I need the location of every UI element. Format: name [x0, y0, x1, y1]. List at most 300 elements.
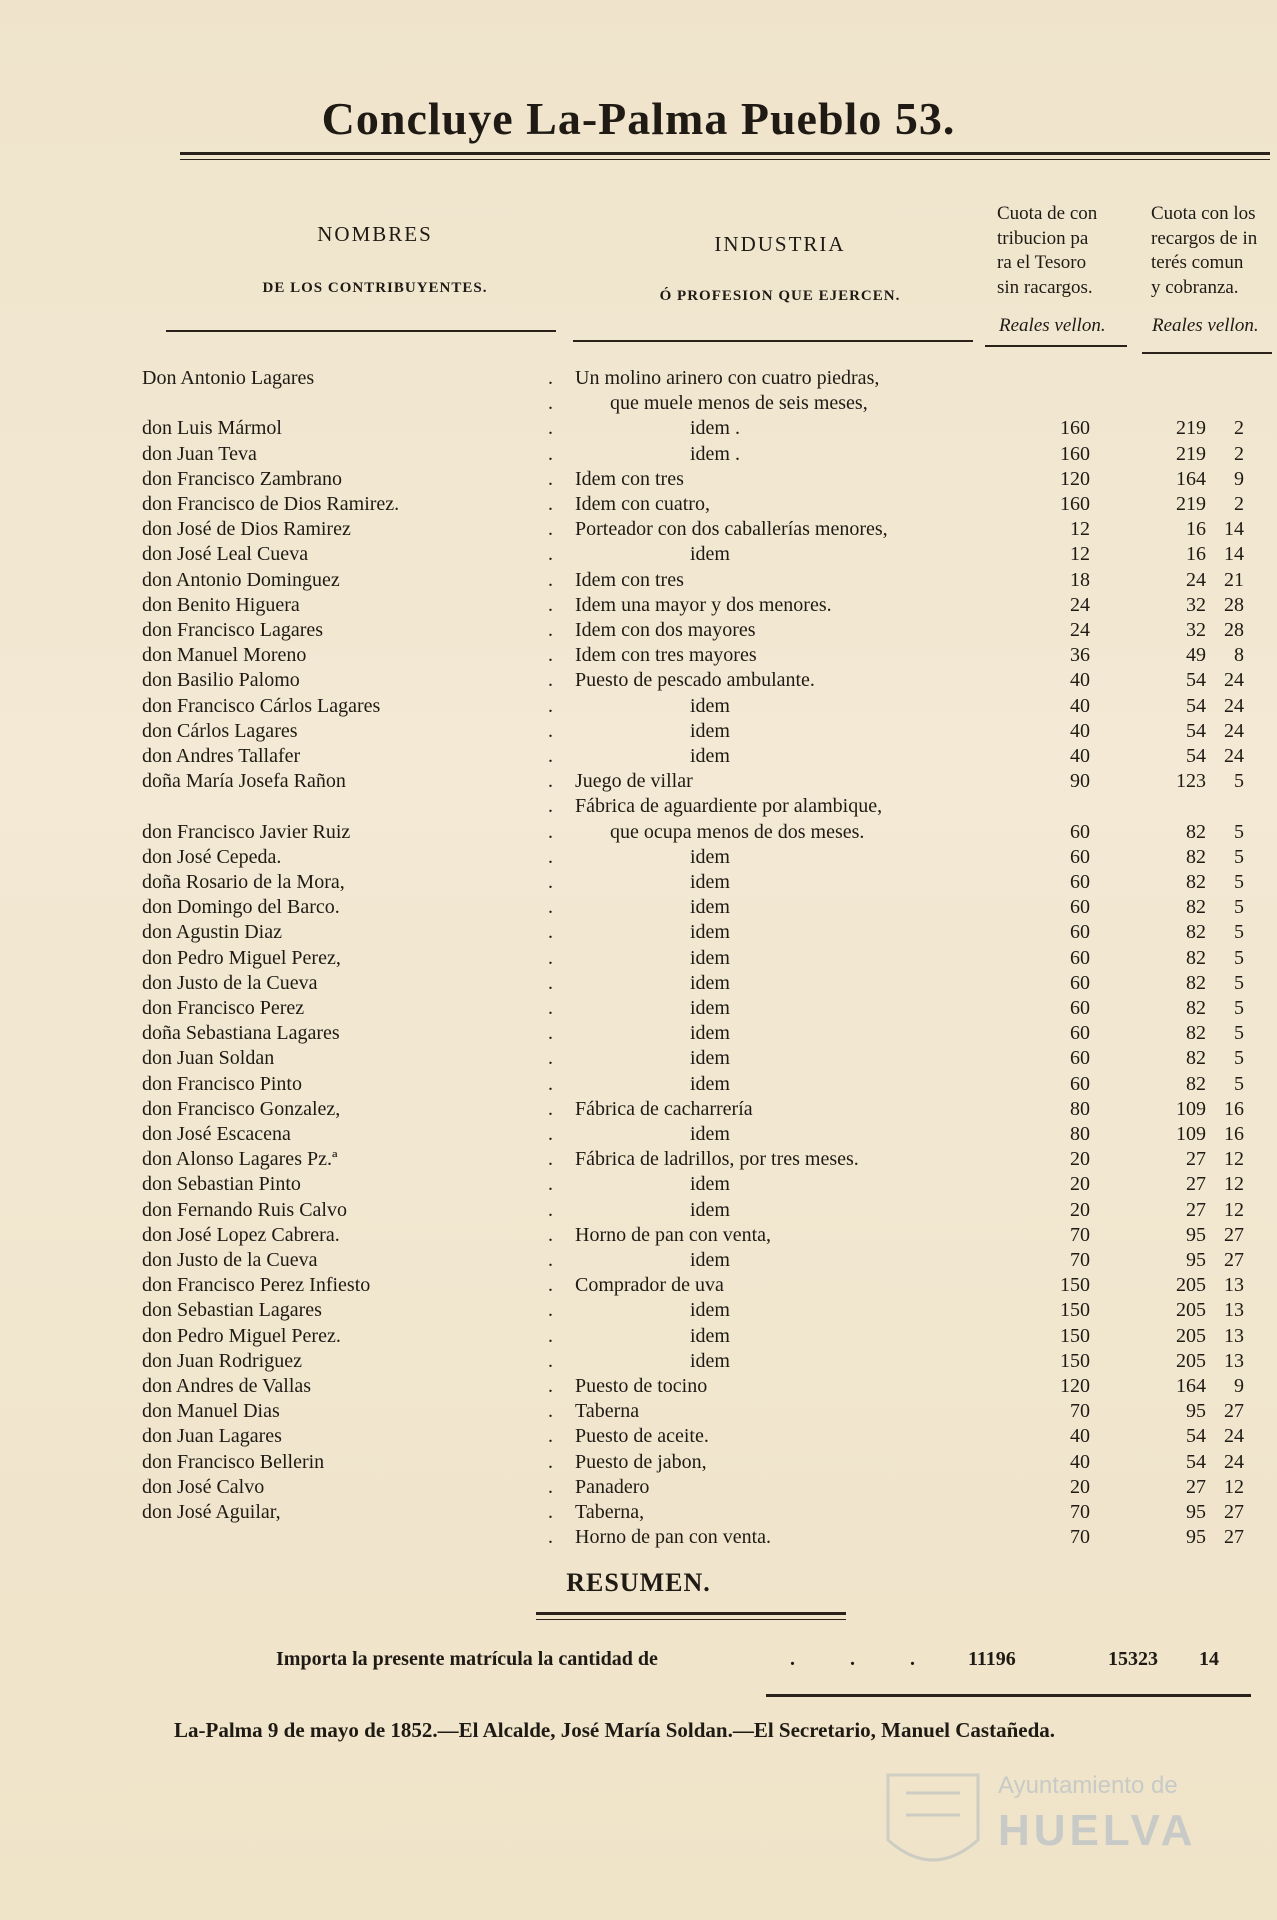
cuota-sin-recargos: 20	[1070, 1198, 1090, 1221]
cuota-con-recargos-reales: 219	[1176, 493, 1206, 515]
contributor-name: don Juan Soldan	[142, 1047, 275, 1070]
cuota-sin-recargos: 70	[1070, 1526, 1090, 1549]
contributor-name: don Francisco Bellerin	[142, 1450, 325, 1473]
table-row	[0, 770, 1277, 795]
cuota-con-recargos-reales: 54	[1186, 719, 1206, 742]
leader-dots: .	[548, 644, 553, 667]
industry-description: idem .	[690, 417, 740, 440]
cuota-con-recargos-reales: 82	[1186, 1047, 1206, 1070]
cuota-sin-recargos: 20	[1070, 1148, 1090, 1171]
cuota-sin-recargos: 60	[1070, 896, 1090, 919]
cuota-sin-recargos: 160	[1060, 493, 1090, 515]
contributor-name: don Andres de Vallas	[142, 1375, 312, 1397]
table-row	[0, 1501, 1277, 1526]
industry-description: que muele menos de seis meses,	[610, 392, 868, 415]
cuota-con-recargos-centimos: 5	[1234, 896, 1244, 919]
table-row	[0, 594, 1277, 619]
header-unit-2: Reales vellon.	[1152, 315, 1259, 336]
contributor-name: don Andres Tallafer	[142, 745, 301, 767]
industry-description: Panadero	[575, 1475, 650, 1498]
industry-description: Puesto de pescado ambulante.	[575, 669, 815, 692]
cuota-con-recargos-reales: 27	[1186, 1173, 1206, 1196]
leader-dots: .	[548, 518, 553, 541]
contributor-name: doña Rosario de la Mora,	[142, 871, 345, 893]
contributor-name: don Antonio Dominguez	[142, 568, 340, 591]
industry-description: idem	[690, 971, 730, 994]
cuota-sin-recargos: 24	[1070, 593, 1090, 616]
table-row	[0, 720, 1277, 745]
cuota-sin-recargos: 40	[1070, 1425, 1090, 1448]
industry-description: idem	[690, 1022, 730, 1045]
header-rule	[573, 340, 973, 342]
cuota-con-recargos-centimos: 13	[1224, 1324, 1244, 1347]
leader-dots: .	[548, 467, 553, 490]
contributor-name: Don Antonio Lagares	[142, 367, 315, 389]
table-row	[0, 543, 1277, 568]
cuota-sin-recargos: 60	[1070, 997, 1090, 1019]
industry-description: idem	[690, 896, 730, 919]
resumen-dots: . . .	[790, 1648, 915, 1670]
contributor-name: don Francisco Perez Infiesto	[142, 1274, 371, 1297]
contributor-name: don Justo de la Cueva	[142, 1249, 318, 1271]
contributor-name: don Francisco de Dios Ramirez.	[142, 493, 400, 515]
cuota-sin-recargos: 60	[1070, 871, 1090, 893]
table-row	[0, 1123, 1277, 1148]
cuota-sin-recargos: 150	[1060, 1349, 1090, 1372]
table-row	[0, 493, 1277, 518]
cuota-sin-recargos: 20	[1070, 1173, 1090, 1196]
cuota-con-recargos-reales: 205	[1176, 1349, 1206, 1372]
table-row	[0, 392, 1277, 417]
contributor-name: don Fernando Ruis Calvo	[142, 1198, 347, 1221]
table-row	[0, 972, 1277, 997]
contributor-name: don Pedro Miguel Perez.	[142, 1324, 341, 1347]
table-row	[0, 468, 1277, 493]
cuota-sin-recargos: 60	[1070, 1047, 1090, 1070]
industry-description: idem	[690, 921, 730, 944]
cuota-con-recargos-centimos: 27	[1224, 1223, 1244, 1246]
contributor-name: don Manuel Dias	[142, 1400, 280, 1423]
contributor-name: don Francisco Javier Ruiz	[142, 820, 351, 843]
leader-dots: .	[548, 417, 553, 440]
table-row	[0, 1199, 1277, 1224]
industry-description: Fábrica de aguardiente por alambique,	[575, 795, 883, 818]
table-row	[0, 1375, 1277, 1400]
resumen-rule-thin	[536, 1619, 846, 1620]
cuota-con-recargos-reales: 32	[1186, 593, 1206, 616]
cuota-con-recargos-centimos: 27	[1224, 1400, 1244, 1423]
contributor-name: don José de Dios Ramirez	[142, 518, 351, 541]
cuota-con-recargos-centimos: 2	[1234, 442, 1244, 465]
cuota-con-recargos-reales: 205	[1176, 1324, 1206, 1347]
cuota-con-recargos-centimos: 24	[1224, 1450, 1244, 1473]
cuota-con-recargos-reales: 123	[1176, 770, 1206, 793]
industry-description: Idem con cuatro,	[575, 493, 710, 515]
cuota-con-recargos-centimos: 12	[1224, 1148, 1244, 1171]
resumen-text: Importa la presente matrícula la cantidad de	[276, 1648, 658, 1670]
industry-description: Taberna	[575, 1400, 640, 1423]
industry-description: idem	[690, 543, 730, 566]
cuota-con-recargos-reales: 82	[1186, 1072, 1206, 1095]
header-rule	[985, 345, 1127, 347]
leader-dots: .	[548, 392, 553, 415]
industry-description: Horno de pan con venta,	[575, 1223, 772, 1246]
leader-dots: .	[548, 997, 553, 1019]
header-line: terés comun	[1151, 252, 1244, 274]
table-row	[0, 997, 1277, 1022]
contributor-name: don José Leal Cueva	[142, 543, 309, 566]
cuota-sin-recargos: 60	[1070, 1072, 1090, 1095]
leader-dots: .	[548, 1148, 553, 1171]
industry-description: Porteador con dos caballerías menores,	[575, 518, 888, 541]
contributor-name: don Sebastian Lagares	[142, 1299, 322, 1322]
cuota-con-recargos-centimos: 9	[1234, 467, 1244, 490]
cuota-con-recargos-centimos: 12	[1224, 1475, 1244, 1498]
leader-dots: .	[548, 493, 553, 515]
contributor-name: don Francisco Perez	[142, 997, 305, 1019]
header-line: recargos de in	[1151, 227, 1258, 249]
contributor-name: don Francisco Lagares	[142, 619, 324, 641]
industry-description: idem	[690, 1123, 730, 1145]
table-row	[0, 1299, 1277, 1324]
cuota-con-recargos-reales: 82	[1186, 845, 1206, 868]
header-nombres-sub: DE LOS CONTRIBUYENTES.	[262, 280, 488, 296]
header-cuota-con-recargos	[1151, 202, 1277, 301]
contributor-name: don Pedro Miguel Perez,	[142, 946, 341, 969]
cuota-con-recargos-centimos: 27	[1224, 1526, 1244, 1549]
industry-description: que ocupa menos de dos meses.	[610, 820, 865, 843]
table-row	[0, 1173, 1277, 1198]
cuota-con-recargos-reales: 82	[1186, 946, 1206, 969]
cuota-sin-recargos: 60	[1070, 845, 1090, 868]
page-title: Concluye La-Palma Pueblo 53.	[321, 93, 956, 144]
industry-description: Puesto de jabon,	[575, 1450, 707, 1473]
header-nombres: NOMBRES	[317, 222, 433, 246]
header-rule	[166, 330, 556, 332]
cuota-con-recargos-reales: 95	[1186, 1400, 1206, 1423]
table-row	[0, 367, 1277, 392]
cuota-con-recargos-reales: 54	[1186, 694, 1206, 717]
cuota-con-recargos-reales: 95	[1186, 1223, 1206, 1246]
table-row	[0, 1526, 1277, 1551]
contributor-name: don Agustin Diaz	[142, 921, 282, 944]
cuota-con-recargos-centimos: 2	[1234, 493, 1244, 515]
industry-description: Idem con tres	[575, 467, 684, 490]
cuota-con-recargos-reales: 82	[1186, 896, 1206, 919]
header-line: ra el Tesoro	[997, 252, 1087, 274]
cuota-sin-recargos: 120	[1060, 1375, 1090, 1397]
cuota-sin-recargos: 40	[1070, 694, 1090, 717]
cuota-con-recargos-reales: 82	[1186, 871, 1206, 893]
industry-description: idem	[690, 871, 730, 893]
cuota-con-recargos-centimos: 28	[1224, 593, 1244, 616]
industry-description: Fábrica de cacharrería	[575, 1097, 753, 1120]
cuota-sin-recargos: 150	[1060, 1324, 1090, 1347]
table-row	[0, 871, 1277, 896]
leader-dots: .	[548, 442, 553, 465]
contributor-name: doña María Josefa Rañon	[142, 770, 346, 793]
watermark-line2: HUELVA	[998, 1806, 1197, 1855]
leader-dots: .	[548, 719, 553, 742]
cuota-con-recargos-reales: 82	[1186, 971, 1206, 994]
cuota-con-recargos-centimos: 24	[1224, 719, 1244, 742]
cuota-con-recargos-reales: 27	[1186, 1198, 1206, 1221]
cuota-con-recargos-centimos: 5	[1234, 971, 1244, 994]
leader-dots: .	[548, 1022, 553, 1045]
contributor-name: don Justo de la Cueva	[142, 971, 318, 994]
contributor-name: don Francisco Pinto	[142, 1072, 302, 1095]
cuota-con-recargos-reales: 16	[1186, 543, 1206, 566]
cuota-sin-recargos: 18	[1070, 568, 1090, 591]
cuota-con-recargos-reales: 95	[1186, 1249, 1206, 1271]
industry-description: idem	[690, 1173, 730, 1196]
cuota-con-recargos-centimos: 28	[1224, 619, 1244, 641]
contributor-name: don José Lopez Cabrera.	[142, 1223, 340, 1246]
industry-description: idem	[690, 845, 730, 868]
leader-dots: .	[548, 770, 553, 793]
leader-dots: .	[548, 1501, 553, 1523]
contributor-name: don Juan Teva	[142, 442, 257, 465]
contributor-name: don Juan Lagares	[142, 1425, 282, 1448]
cuota-sin-recargos: 40	[1070, 669, 1090, 692]
leader-dots: .	[548, 1299, 553, 1322]
leader-dots: .	[548, 1475, 553, 1498]
table-row	[0, 846, 1277, 871]
leader-dots: .	[548, 1425, 553, 1448]
leader-dots: .	[548, 593, 553, 616]
leader-dots: .	[548, 1324, 553, 1347]
leader-dots: .	[548, 896, 553, 919]
leader-dots: .	[548, 1198, 553, 1221]
leader-dots: .	[548, 1173, 553, 1196]
cuota-con-recargos-centimos: 14	[1224, 543, 1244, 566]
leader-dots: .	[548, 795, 553, 818]
leader-dots: .	[548, 694, 553, 717]
contributor-name: don José Escacena	[142, 1123, 291, 1145]
header-line: tribucion pa	[997, 227, 1089, 249]
cuota-sin-recargos: 24	[1070, 619, 1090, 641]
cuota-sin-recargos: 70	[1070, 1400, 1090, 1423]
cuota-con-recargos-reales: 16	[1186, 518, 1206, 541]
header-line: Cuota con los	[1151, 203, 1256, 224]
cuota-sin-recargos: 12	[1070, 518, 1090, 541]
cuota-sin-recargos: 80	[1070, 1097, 1090, 1120]
title-rule-thin	[180, 159, 1270, 160]
resumen-title: RESUMEN.	[566, 1568, 711, 1597]
cuota-con-recargos-centimos: 5	[1234, 845, 1244, 868]
leader-dots: .	[548, 669, 553, 692]
cuota-con-recargos-centimos: 24	[1224, 745, 1244, 767]
header-rule	[1142, 352, 1272, 354]
cuota-con-recargos-centimos: 27	[1224, 1501, 1244, 1523]
industry-description: idem	[690, 997, 730, 1019]
industry-description: idem	[690, 1198, 730, 1221]
contributor-name: don José Calvo	[142, 1475, 265, 1498]
resumen-total-reales: 15323	[1108, 1648, 1158, 1670]
cuota-con-recargos-centimos: 16	[1224, 1097, 1244, 1120]
resumen-total-centimos: 14	[1199, 1648, 1219, 1670]
cuota-sin-recargos: 20	[1070, 1475, 1090, 1498]
cuota-con-recargos-centimos: 5	[1234, 921, 1244, 944]
industry-description: idem	[690, 1299, 730, 1322]
cuota-sin-recargos: 150	[1060, 1299, 1090, 1322]
cuota-sin-recargos: 80	[1070, 1123, 1090, 1145]
cuota-con-recargos-centimos: 16	[1224, 1123, 1244, 1145]
cuota-con-recargos-centimos: 5	[1234, 1022, 1244, 1045]
industry-description: Juego de villar	[575, 770, 693, 793]
watermark-line1: Ayuntamiento de	[998, 1772, 1178, 1799]
cuota-con-recargos-reales: 205	[1176, 1274, 1206, 1297]
cuota-con-recargos-centimos: 13	[1224, 1299, 1244, 1322]
industry-description: idem	[690, 694, 730, 717]
industry-description: idem	[690, 719, 730, 742]
table-row	[0, 1325, 1277, 1350]
header-line: y cobranza.	[1151, 277, 1239, 299]
cuota-con-recargos-reales: 95	[1186, 1501, 1206, 1523]
leader-dots: .	[548, 845, 553, 868]
leader-dots: .	[548, 543, 553, 566]
industry-description: Idem con tres mayores	[575, 644, 757, 667]
cuota-con-recargos-reales: 82	[1186, 820, 1206, 843]
industry-description: Idem con tres	[575, 568, 684, 591]
cuota-con-recargos-centimos: 5	[1234, 997, 1244, 1019]
cuota-con-recargos-reales: 109	[1176, 1097, 1206, 1120]
cuota-con-recargos-centimos: 12	[1224, 1173, 1244, 1196]
cuota-sin-recargos: 160	[1060, 417, 1090, 440]
cuota-sin-recargos: 60	[1070, 946, 1090, 969]
leader-dots: .	[548, 1274, 553, 1297]
leader-dots: .	[548, 1349, 553, 1372]
cuota-sin-recargos: 40	[1070, 745, 1090, 767]
contributor-name: don Alonso Lagares Pz.ª	[142, 1148, 338, 1171]
cuota-con-recargos-centimos: 24	[1224, 694, 1244, 717]
cuota-con-recargos-centimos: 2	[1234, 417, 1244, 440]
industry-description: idem	[690, 1047, 730, 1070]
contributor-name: don Domingo del Barco.	[142, 896, 340, 919]
cuota-con-recargos-reales: 219	[1176, 417, 1206, 440]
leader-dots: .	[548, 1097, 553, 1120]
table-row	[0, 947, 1277, 972]
header-industria: INDUSTRIA	[714, 232, 846, 256]
leader-dots: .	[548, 1047, 553, 1070]
contributor-name: don José Aguilar,	[142, 1501, 281, 1523]
cuota-con-recargos-centimos: 9	[1234, 1375, 1244, 1397]
industry-description: Taberna,	[575, 1501, 645, 1523]
industry-description: Puesto de aceite.	[575, 1425, 709, 1448]
leader-dots: .	[548, 1526, 553, 1549]
table-row	[0, 1249, 1277, 1274]
industry-description: idem	[690, 946, 730, 969]
cuota-con-recargos-reales: 54	[1186, 1450, 1206, 1473]
cuota-con-recargos-reales: 95	[1186, 1526, 1206, 1549]
header-line: Cuota de con	[997, 203, 1098, 224]
leader-dots: .	[548, 568, 553, 591]
contributor-name: don Basilio Palomo	[142, 669, 300, 692]
cuota-con-recargos-centimos: 21	[1224, 568, 1244, 591]
table-row	[0, 443, 1277, 468]
cuota-con-recargos-reales: 54	[1186, 745, 1206, 767]
cuota-con-recargos-reales: 219	[1176, 442, 1206, 465]
cuota-sin-recargos: 40	[1070, 719, 1090, 742]
cuota-con-recargos-centimos: 5	[1234, 871, 1244, 893]
leader-dots: .	[548, 871, 553, 893]
cuota-con-recargos-centimos: 13	[1224, 1349, 1244, 1372]
industry-description: idem	[690, 1349, 730, 1372]
cuota-sin-recargos: 40	[1070, 1450, 1090, 1473]
cuota-con-recargos-reales: 54	[1186, 1425, 1206, 1448]
table-row	[0, 1425, 1277, 1450]
leader-dots: .	[548, 1450, 553, 1473]
cuota-sin-recargos: 90	[1070, 770, 1090, 793]
cuota-con-recargos-centimos: 5	[1234, 1072, 1244, 1095]
table-row	[0, 417, 1277, 442]
cuota-con-recargos-reales: 82	[1186, 997, 1206, 1019]
header-unit-1: Reales vellon.	[999, 315, 1106, 336]
contributor-name: don Sebastian Pinto	[142, 1173, 301, 1196]
cuota-con-recargos-centimos: 12	[1224, 1198, 1244, 1221]
leader-dots: .	[548, 1400, 553, 1423]
leader-dots: .	[548, 1072, 553, 1095]
header-industria-sub: Ó PROFESION QUE EJERCEN.	[659, 288, 901, 304]
table-row	[0, 644, 1277, 669]
table-row	[0, 896, 1277, 921]
contributor-name: doña Sebastiana Lagares	[142, 1022, 340, 1045]
cuota-con-recargos-reales: 82	[1186, 921, 1206, 944]
contributor-name: don José Cepeda.	[142, 845, 282, 868]
table-row	[0, 1224, 1277, 1249]
cuota-con-recargos-reales: 109	[1176, 1123, 1206, 1145]
cuota-con-recargos-centimos: 5	[1234, 770, 1244, 793]
cuota-sin-recargos: 150	[1060, 1274, 1090, 1297]
cuota-con-recargos-reales: 54	[1186, 669, 1206, 692]
leader-dots: .	[548, 1123, 553, 1145]
leader-dots: .	[548, 1375, 553, 1397]
industry-description: Un molino arinero con cuatro piedras,	[575, 367, 880, 389]
cuota-con-recargos-centimos: 5	[1234, 820, 1244, 843]
leader-dots: .	[548, 1249, 553, 1271]
cuota-con-recargos-reales: 205	[1176, 1299, 1206, 1322]
table-row	[0, 1451, 1277, 1476]
leader-dots: .	[548, 619, 553, 641]
leader-dots: .	[548, 820, 553, 843]
table-row	[0, 1047, 1277, 1072]
cuota-sin-recargos: 160	[1060, 442, 1090, 465]
contributor-name: don Francisco Cárlos Lagares	[142, 694, 381, 717]
cuota-sin-recargos: 70	[1070, 1501, 1090, 1523]
leader-dots: .	[548, 1223, 553, 1246]
resumen-total-sin-recargos: 11196	[968, 1648, 1016, 1670]
cuota-sin-recargos: 70	[1070, 1223, 1090, 1246]
cuota-con-recargos-reales: 49	[1186, 644, 1206, 667]
contributor-name: don Benito Higuera	[142, 593, 300, 616]
industry-description: idem	[690, 1324, 730, 1347]
industry-description: Idem con dos mayores	[575, 619, 756, 641]
industry-description: idem	[690, 1249, 730, 1271]
title-rule	[180, 152, 1270, 155]
cuota-sin-recargos: 36	[1070, 644, 1090, 667]
cuota-con-recargos-centimos: 24	[1224, 1425, 1244, 1448]
cuota-con-recargos-reales: 164	[1176, 1375, 1206, 1397]
table-row	[0, 619, 1277, 644]
cuota-con-recargos-centimos: 27	[1224, 1249, 1244, 1271]
header-cuota-sin-recargos	[997, 202, 1137, 301]
table-row	[0, 821, 1277, 846]
cuota-con-recargos-reales: 82	[1186, 1022, 1206, 1045]
cuota-con-recargos-reales: 27	[1186, 1148, 1206, 1171]
cuota-sin-recargos: 60	[1070, 1022, 1090, 1045]
industry-description: Puesto de tocino	[575, 1375, 708, 1397]
industry-description: idem	[690, 1072, 730, 1095]
